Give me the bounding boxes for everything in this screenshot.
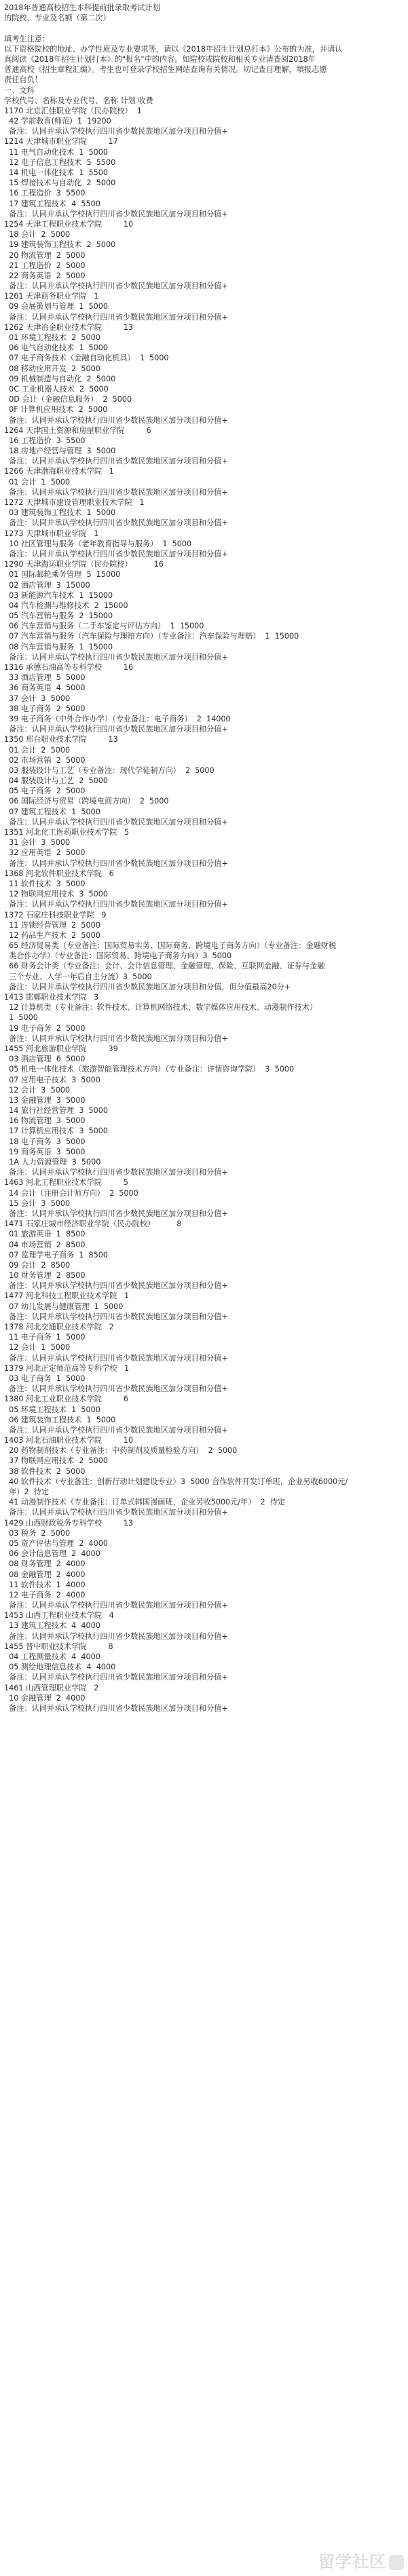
document-line: 备注：认同并承认学校执行四川省少数民族地区加分项目和分值+ bbox=[4, 1703, 228, 1713]
document-line: 备注：认同并承认学校执行四川省少数民族地区加分项目和分值+ bbox=[4, 1034, 228, 1043]
document-line: 09 机械制造与自动化 2 5000 bbox=[4, 374, 116, 383]
document-line: 08 金融管理 2 4000 bbox=[4, 1570, 86, 1579]
document-line: 1455 河北旅游职业学院 39 bbox=[4, 1044, 118, 1053]
document-line: 10 财务管理 2 8500 bbox=[4, 1271, 86, 1281]
document-line: 备注：认同并承认学校执行四川省少数民族地区加分项目和分值+ bbox=[4, 209, 228, 219]
document-line: 备注：认同并承认学校执行四川省少数民族地区加分项目和分值+ bbox=[4, 858, 228, 868]
document-line: 12 计算机类（专业备注：软件技术、计算机网络技术、数字媒体应用技术、动漫制作技术） bbox=[4, 1003, 318, 1012]
document-line: 20 药物制剂技术（专业备注：中药制剂及质量检验方向） 2 5000 bbox=[4, 1446, 238, 1456]
document-line: 2018年普通高校招生本科提前批录取考试计划 bbox=[4, 3, 160, 12]
document-line: 02 市场营销 2 5000 bbox=[4, 755, 86, 765]
document-line: 06 会计信息管理 2 4000 bbox=[4, 1549, 100, 1559]
document-line: 04 工程测量技术 4 4000 bbox=[4, 1652, 100, 1661]
document-line: 1429 山西财政税务专科学校 13 bbox=[4, 1518, 134, 1528]
document-line: 15 焊接技术与自动化 2 5000 bbox=[4, 178, 116, 188]
document-line: 19 电子商务 2 5000 bbox=[4, 1023, 86, 1033]
document-line: 1273 天津城市职业学院 1 bbox=[4, 529, 99, 538]
document-line: 备注：认同并承认学校执行四川省少数民族地区加分项目和分值+ bbox=[4, 652, 228, 662]
document-line: 1A 人力资源管理 3 5000 bbox=[4, 1158, 101, 1167]
document-line: 08 财务管理 2 4000 bbox=[4, 1559, 86, 1569]
document-line: 38 电子商务 2 5000 bbox=[4, 704, 86, 713]
document-line: 1379 河北正定师范高等专科学校 1 bbox=[4, 1363, 130, 1373]
document-line: 11 软件技术 1 4000 bbox=[4, 1580, 86, 1589]
document-line: 1380 河北工业职业技术学院 6 bbox=[4, 1395, 129, 1404]
document-line: 06 电气自动化技术 1 5000 bbox=[4, 343, 109, 353]
document-line: 07 汽车营销与服务（汽车保险与理赔方向）（专业备注：汽车保险与理赔） 1 15000 bbox=[4, 632, 299, 641]
document-line: 04 服装设计与工艺 2 5000 bbox=[4, 776, 109, 786]
document-line: 01 环境工程技术 2 5000 bbox=[4, 333, 100, 342]
document-line: 备注：认同并承认学校执行四川省少数民族地区加分项目和分值+ bbox=[4, 725, 228, 734]
document-line: 31 会计 3 5000 bbox=[4, 838, 71, 848]
document-line: 一、文科 bbox=[4, 86, 35, 95]
document-line: 1455 晋中职业技术学院 8 bbox=[4, 1642, 113, 1651]
document-line: 备注：认同并承认学校执行四川省少数民族地区加分项目和分值，但分值最高20分+ bbox=[4, 982, 291, 991]
document-line: 01 国际邮轮乘务管理 5 15000 bbox=[4, 570, 121, 580]
document-line: 1413 邯郸职业技术学院 3 bbox=[4, 993, 99, 1002]
document-line: 12 物联网应用技术 3 5000 bbox=[4, 890, 109, 899]
document-line: 1214 天津城市职业学院 17 bbox=[4, 137, 118, 147]
document-line: 03 酒店管理 6 5000 bbox=[4, 1055, 86, 1064]
document-line: 1378 河北交通职业技术学院 2 bbox=[4, 1323, 114, 1331]
document-line: 04 市场营销 2 8500 bbox=[4, 1240, 86, 1249]
document-line: 07 电子商务技术（金融自动化机具） 1 5000 bbox=[4, 354, 169, 363]
document-line: 11 连锁经营管理 2 5000 bbox=[4, 920, 100, 930]
document-line: 12 电子信息工程技术 5 5500 bbox=[4, 157, 116, 167]
document-line: 66 财务会计类（专业备注：会计、会计信息管理、金融管理、保险、互联网金融、证券与金融 bbox=[4, 962, 325, 971]
document-line: 42 学前教育(师范) 1 19200 bbox=[4, 117, 111, 126]
document-line: 07 应用电子技术 3 5000 bbox=[4, 1075, 100, 1084]
document-line: 1264 天津国土资源和房屋职业学院 6 bbox=[4, 425, 151, 435]
document-line: 备注：认同并承认学校执行四川省少数民族地区加分项目和分值+ bbox=[4, 1312, 228, 1321]
document-line: 1254 天津工程职业技术学院 10 bbox=[4, 219, 134, 229]
document-line: 1266 天津渤海职业技术学院 1 bbox=[4, 467, 114, 476]
document-line: 1261 天津商务职业学院 1 bbox=[4, 292, 99, 301]
watermark-mark-icon bbox=[389, 2555, 404, 2570]
document-line: 备注：认同并承认学校执行四川省少数民族地区加分项目和分值+ bbox=[4, 487, 228, 497]
document-line: 09 会展策划与管理 1 5000 bbox=[4, 302, 109, 311]
document-line: 37 会计 3 5000 bbox=[4, 694, 71, 703]
document-line: 19 建筑装饰工程技术 2 5000 bbox=[4, 240, 116, 250]
document-line: 06 汽车营销与服务（二手车鉴定与评估方向） 1 15000 bbox=[4, 622, 204, 631]
document-line: 16 物流管理 3 5000 bbox=[4, 1116, 86, 1126]
document-line: 真阅读《2018年招生计划打本》的"报名"中的内容。如院校或院校和相关专业请查阅2018年 bbox=[4, 54, 316, 64]
document-line: 10 社区管理与服务（老年教育指导与服务） 1 5000 bbox=[4, 539, 192, 548]
document-line: 备注：认同并承认学校执行四川省少数民族地区加分项目和分值+ bbox=[4, 282, 228, 291]
document-line: 三个专业、入学一年后自主分流）3 5000 bbox=[4, 972, 152, 981]
document-line: 12 药品生产技术 2 5000 bbox=[4, 930, 100, 940]
document-line: 13 建筑工程技术 4 4000 bbox=[4, 1621, 100, 1631]
document-line: 22 商务英语 2 5000 bbox=[4, 271, 86, 280]
document-line: 05 电子商务 2 5000 bbox=[4, 787, 86, 796]
document-line: 备注：认同并承认学校执行四川省少数民族地区加分项目和分值+ bbox=[4, 127, 228, 136]
document-line: 12 电子商务 2 4000 bbox=[4, 1590, 86, 1599]
document-line: 07 监理学电子商务 1 8500 bbox=[4, 1250, 109, 1259]
document-line: 14 机电一体化技术 1 5500 bbox=[4, 168, 109, 177]
document-line: 备注：认同并承认学校执行四川省少数民族地区加分项目和分值+ bbox=[4, 1281, 228, 1291]
document-line: 1372 石家庄科技职业学院 9 bbox=[4, 910, 107, 920]
document-line: 03 新能源汽车技术 1 15000 bbox=[4, 590, 113, 600]
document-line: 1403 河北石油职业技术学院 10 bbox=[4, 1436, 134, 1445]
document-line: 备注：认同并承认学校执行四川省少数民族地区加分项目和分值+ bbox=[4, 1353, 228, 1363]
document-line: 备注：认同并承认学校执行四川省少数民族地区加分项目和分值+ bbox=[4, 1631, 228, 1641]
document-line: 36 商务英语 4 5000 bbox=[4, 683, 86, 693]
document-line: 11 电气自动化技术 1 5000 bbox=[4, 147, 109, 157]
document-line: 65 经济贸易类（专业备注：国际贸易实务、国际商务、跨境电子商务方向）（专业备注：金融财税 bbox=[4, 941, 337, 951]
document-line: 18 会计 2 5000 bbox=[4, 230, 71, 240]
document-line: 02 酒店管理 3 15000 bbox=[4, 580, 90, 590]
document-line: 03 电子商务 1 5000 bbox=[4, 1374, 86, 1383]
document-line: 0F 计算机应用技术 2 5000 bbox=[4, 405, 108, 415]
document-line: 05 机电一体化技术（旅游智能管理技术方向）（专业备注：详情咨询学院） 3 5000 bbox=[4, 1065, 295, 1074]
document-line: 1461 山西管理职业学院 2 bbox=[4, 1683, 99, 1692]
document-line: 08 汽车营销与服务 1 15000 bbox=[4, 642, 113, 651]
document-line: 备注：认同并承认学校执行四川省少数民族地区加分项目和分值+ bbox=[4, 1384, 228, 1394]
document-line: 备注：认同并承认学校执行四川省少数民族地区加分项目和分值+ bbox=[4, 457, 228, 466]
document-line: 责任自负！ bbox=[4, 75, 42, 85]
document-line: 06 国际经济与贸易（跨境电商方向） 2 5000 bbox=[4, 797, 169, 806]
document-line: 0C 工业机器人技术 2 5000 bbox=[4, 384, 109, 394]
document-line: 15 会计 3 5000 bbox=[4, 1198, 71, 1208]
document-line: 14 旅行社经营管理 3 5000 bbox=[4, 1106, 109, 1116]
document-line: 12 会计 1 5000 bbox=[4, 1343, 71, 1352]
document-line: 03 服装设计与工艺（专业备注：现代学徒制方向） 2 5000 bbox=[4, 765, 215, 775]
document-line: 18 房地产经营与管理 3 5000 bbox=[4, 447, 116, 456]
document-line: 41 动漫制作技术（专业备注：订单式韩国漫画班，企业另收5000元/年） 2 待定 bbox=[4, 1498, 286, 1507]
document-line: 05 环境工程技术 1 5000 bbox=[4, 1405, 100, 1414]
document-line: 21 工程造价 2 5000 bbox=[4, 261, 86, 270]
document-line: 16 工程造价 3 5500 bbox=[4, 189, 86, 198]
document-line: 的院校、专业及名额（第二次） bbox=[4, 14, 111, 23]
document-line: 学校代号、名称及专业代号、名称 计划 收费 bbox=[4, 96, 153, 105]
document-line: 10 金融管理 2 4000 bbox=[4, 1693, 86, 1703]
document-line: 40 软件技术（专业备注：创新行动计划建设专业）3 5000 合作软件开发订单班，企业另收6000元/ bbox=[4, 1477, 348, 1486]
document-line: 39 电子商务（中外合作办学）（专业备注：电子商务） 2 14000 bbox=[4, 714, 231, 723]
document-line: 01 会计 1 5000 bbox=[4, 477, 71, 487]
document-line: 32 应用英语 2 5000 bbox=[4, 848, 86, 858]
document-line: 备注：认同并承认学校执行四川省少数民族地区加分项目和分值+ bbox=[4, 900, 228, 909]
document-line: 1170 北京汇佳职业学院（民办院校） 1 bbox=[4, 106, 142, 115]
document-line: 1290 天津海运职业学院（民办院校） 16 bbox=[4, 560, 164, 569]
document-line: 03 建筑装饰工程技术 1 5000 bbox=[4, 508, 116, 518]
document-line: 1368 河北软件职业技术学院 6 bbox=[4, 869, 114, 878]
document-line: 05 汽车营销与服务 2 15000 bbox=[4, 611, 113, 621]
document-line: 03 税务 2 5000 bbox=[4, 1528, 71, 1538]
document-line: 05 资产评估与管理 2 4000 bbox=[4, 1538, 109, 1548]
document-line: 年）2 待定 bbox=[4, 1488, 50, 1496]
document-line: 1463 河北工程职业技术学院 5 bbox=[4, 1178, 129, 1188]
document-line: 1453 山西工程职业技术学院 4 bbox=[4, 1611, 114, 1621]
document-line: 备注：认同并承认学校执行四川省少数民族地区加分项目和分值+ bbox=[4, 1673, 228, 1682]
document-line: 17 建筑工程技术 4 5500 bbox=[4, 199, 100, 208]
document-line: 11 电子商务 1 5000 bbox=[4, 1333, 86, 1342]
document-line: 01 会计 2 5000 bbox=[4, 745, 71, 755]
document-line: 07 建筑工程技术 1 5000 bbox=[4, 807, 100, 816]
document-line bbox=[4, 23, 408, 33]
site-watermark-logo bbox=[318, 2548, 404, 2572]
document-line: 备注：认同并承认学校执行四川省少数民族地区加分项目和分值+ bbox=[4, 415, 228, 425]
document-line: 1316 承德石油高等专科学校 16 bbox=[4, 663, 134, 672]
document-line: 07 幼儿发展与健康管理 1 5000 bbox=[4, 1302, 124, 1311]
document-line: 1272 天津城市建设管理职业技术学院 1 bbox=[4, 498, 145, 507]
document-line: 18 电子商务 3 5000 bbox=[4, 1137, 86, 1146]
document-line: 备注：认同并承认学校执行四川省少数民族地区加分项目和分值+ bbox=[4, 312, 228, 322]
document-line: 以下资格院校的地址、办学性质及专业要求等，请以《2018年招生计划总打本》公布的为准，并请认 bbox=[4, 44, 343, 54]
document-line: 备注：认同并承认学校执行四川省少数民族地区加分项目和分值+ bbox=[4, 1168, 228, 1177]
document-line: 1471 石家庄城市经济职业学院（民办院校） 8 bbox=[4, 1219, 182, 1229]
document-line: 1 5000 bbox=[4, 1013, 38, 1023]
document-line: 20 物流管理 2 5000 bbox=[4, 250, 86, 260]
document-line: 类合作办学）（专业备注：国际贸易、跨境电子商务方向）3 5000 bbox=[4, 951, 232, 961]
document-line: 备注：认同并承认学校执行四川省少数民族地区加分项目和分值+ bbox=[4, 817, 228, 827]
document-line: 01 旅游英语 1 8500 bbox=[4, 1230, 86, 1239]
document-line: 19 商务英语 3 5000 bbox=[4, 1147, 86, 1156]
document-line: 06 建筑装饰工程技术 1 5000 bbox=[4, 1415, 116, 1424]
document-line: 12 会计 3 5000 bbox=[4, 1085, 71, 1095]
document-line: 普通高校《招生章程汇编》。考生也可登录学校招生网站查询有关情况。切记查目理解，填报志愿 bbox=[4, 65, 327, 75]
document-line: 16 工程造价 3 5500 bbox=[4, 436, 86, 445]
document-line: 08 移动应用开发 2 5000 bbox=[4, 364, 100, 373]
document-line: 1350 邢台职业技术学院 13 bbox=[4, 735, 118, 744]
document-line: 17 计算机应用技术 3 5000 bbox=[4, 1126, 109, 1136]
document-line: 0D 会计（金融信息服务） 2 5000 bbox=[4, 395, 132, 404]
document-line: 33 酒店管理 5 5000 bbox=[4, 673, 86, 683]
document-line: 填考生注意： bbox=[4, 34, 50, 43]
document-line: 13 金融管理 3 5000 bbox=[4, 1095, 86, 1105]
document-line: 37 物联网应用技术 2 5000 bbox=[4, 1456, 109, 1466]
document-line: 备注：认同并承认学校执行四川省少数民族地区加分项目和分值+ bbox=[4, 518, 228, 528]
document-line: 1351 河北化工医药职业技术学院 5 bbox=[4, 828, 130, 837]
document-line: 1477 河北科技工程职业技术学院 1 bbox=[4, 1291, 130, 1301]
document-line: 备注：认同并承认学校执行四川省少数民族地区加分项目和分值+ bbox=[4, 1209, 228, 1218]
document-line: 备注：认同并承认学校执行四川省少数民族地区加分项目和分值+ bbox=[4, 1425, 228, 1435]
document-line: 38 软件技术 2 5000 bbox=[4, 1466, 86, 1476]
document-line: 备注：认同并承认学校执行四川省少数民族地区加分项目和分值+ bbox=[4, 549, 228, 558]
document-line: 04 汽车检测与维修技术 2 15000 bbox=[4, 601, 128, 610]
document-line: 备注：认同并承认学校执行四川省少数民族地区加分项目和分值+ bbox=[4, 1508, 228, 1517]
document-line: 14 会计（注册会计师方向） 2 5000 bbox=[4, 1188, 138, 1198]
document-line: 11 软件技术 3 5000 bbox=[4, 879, 86, 888]
document-line: 05 测绘地理信息技术 4 4000 bbox=[4, 1663, 116, 1672]
document-line: 09 会计 2 8500 bbox=[4, 1260, 71, 1270]
document-line: 1262 天津冶金职业技术学院 13 bbox=[4, 322, 134, 332]
document-line: 备注：认同并承认学校执行四川省少数民族地区加分项目和分值+ bbox=[4, 1601, 228, 1610]
watermark-text: 留学社区 bbox=[318, 2552, 386, 2571]
